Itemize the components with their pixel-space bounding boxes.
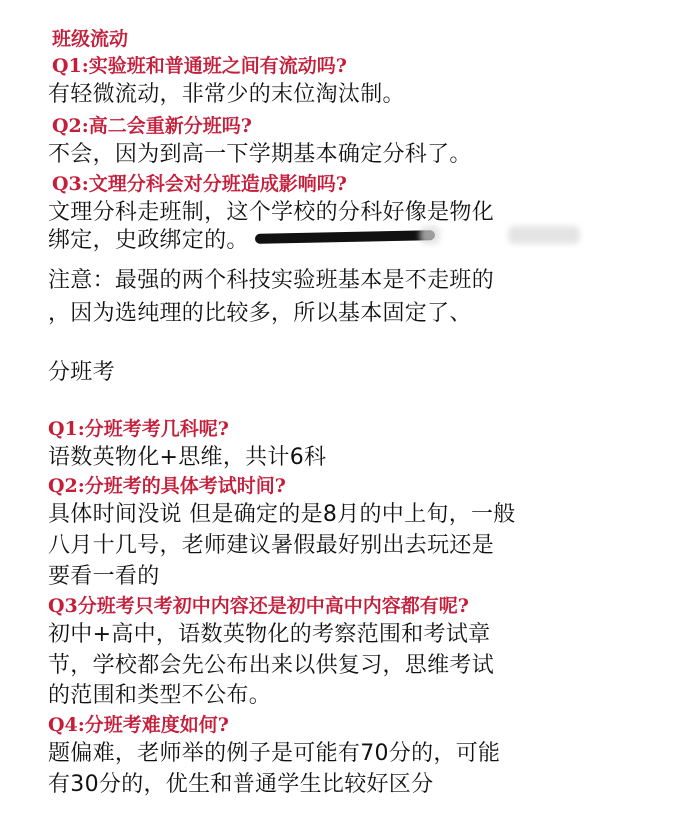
- section-title-placement-exam: 分班考: [48, 360, 115, 385]
- exam-question-1: Q1:分班考考几科呢?: [48, 418, 229, 440]
- redaction-blur-2: [508, 226, 580, 244]
- exam-question-4: Q4:分班考难度如何?: [48, 714, 229, 736]
- question-1: Q1:实验班和普通班之间有流动吗?: [52, 55, 347, 77]
- exam-question-2: Q2:分班考的具体考试时间?: [48, 475, 286, 497]
- section-title-class-mobility: 班级流动: [52, 28, 129, 50]
- answer-3-line-1: 文理分科走班制，这个学校的分科好像是物化: [48, 200, 495, 225]
- exam-answer-2-line-1: 具体时间没说 但是确定的是8月的中上旬，一般: [48, 502, 516, 527]
- answer-1-line-1: 有轻微流动，非常少的末位淘汰制。: [48, 82, 405, 107]
- exam-answer-3-line-3: 的范围和类型不公布。: [48, 683, 272, 708]
- exam-answer-1-line-1: 语数英物化+思维，共计6科: [48, 445, 327, 470]
- question-3: Q3:文理分科会对分班造成影响吗?: [52, 173, 347, 195]
- redaction-scribble: [255, 230, 435, 244]
- question-2: Q2:高二会重新分班吗?: [52, 115, 252, 137]
- exam-answer-2-line-2: 八月十几号，老师建议暑假最好别出去玩还是: [48, 533, 495, 558]
- exam-answer-3-line-2: 节，学校都会先公布出来以供复习，思维考试: [48, 653, 495, 678]
- exam-answer-4-line-1: 题偏难，老师举的例子是可能有70分的，可能: [48, 741, 501, 766]
- exam-question-3: Q3分班考只考初中内容还是初中高中内容都有呢?: [48, 595, 469, 617]
- redaction-blur-1: [420, 226, 440, 244]
- answer-3-line-2: 绑定，史政绑定的。: [48, 228, 249, 253]
- exam-answer-2-line-3: 要看一看的: [48, 564, 160, 589]
- answer-2-line-1: 不会，因为到高一下学期基本确定分科了。: [48, 142, 472, 167]
- note-line-1: 注意：最强的两个科技实验班基本是不走班的: [48, 268, 495, 293]
- exam-answer-4-line-2: 有30分的，优生和普通学生比较好区分: [48, 772, 434, 797]
- exam-answer-3-line-1: 初中+高中，语数英物化的考察范围和考试章: [48, 622, 491, 647]
- note-line-2: ，因为选纯理的比较多，所以基本固定了、: [48, 301, 472, 326]
